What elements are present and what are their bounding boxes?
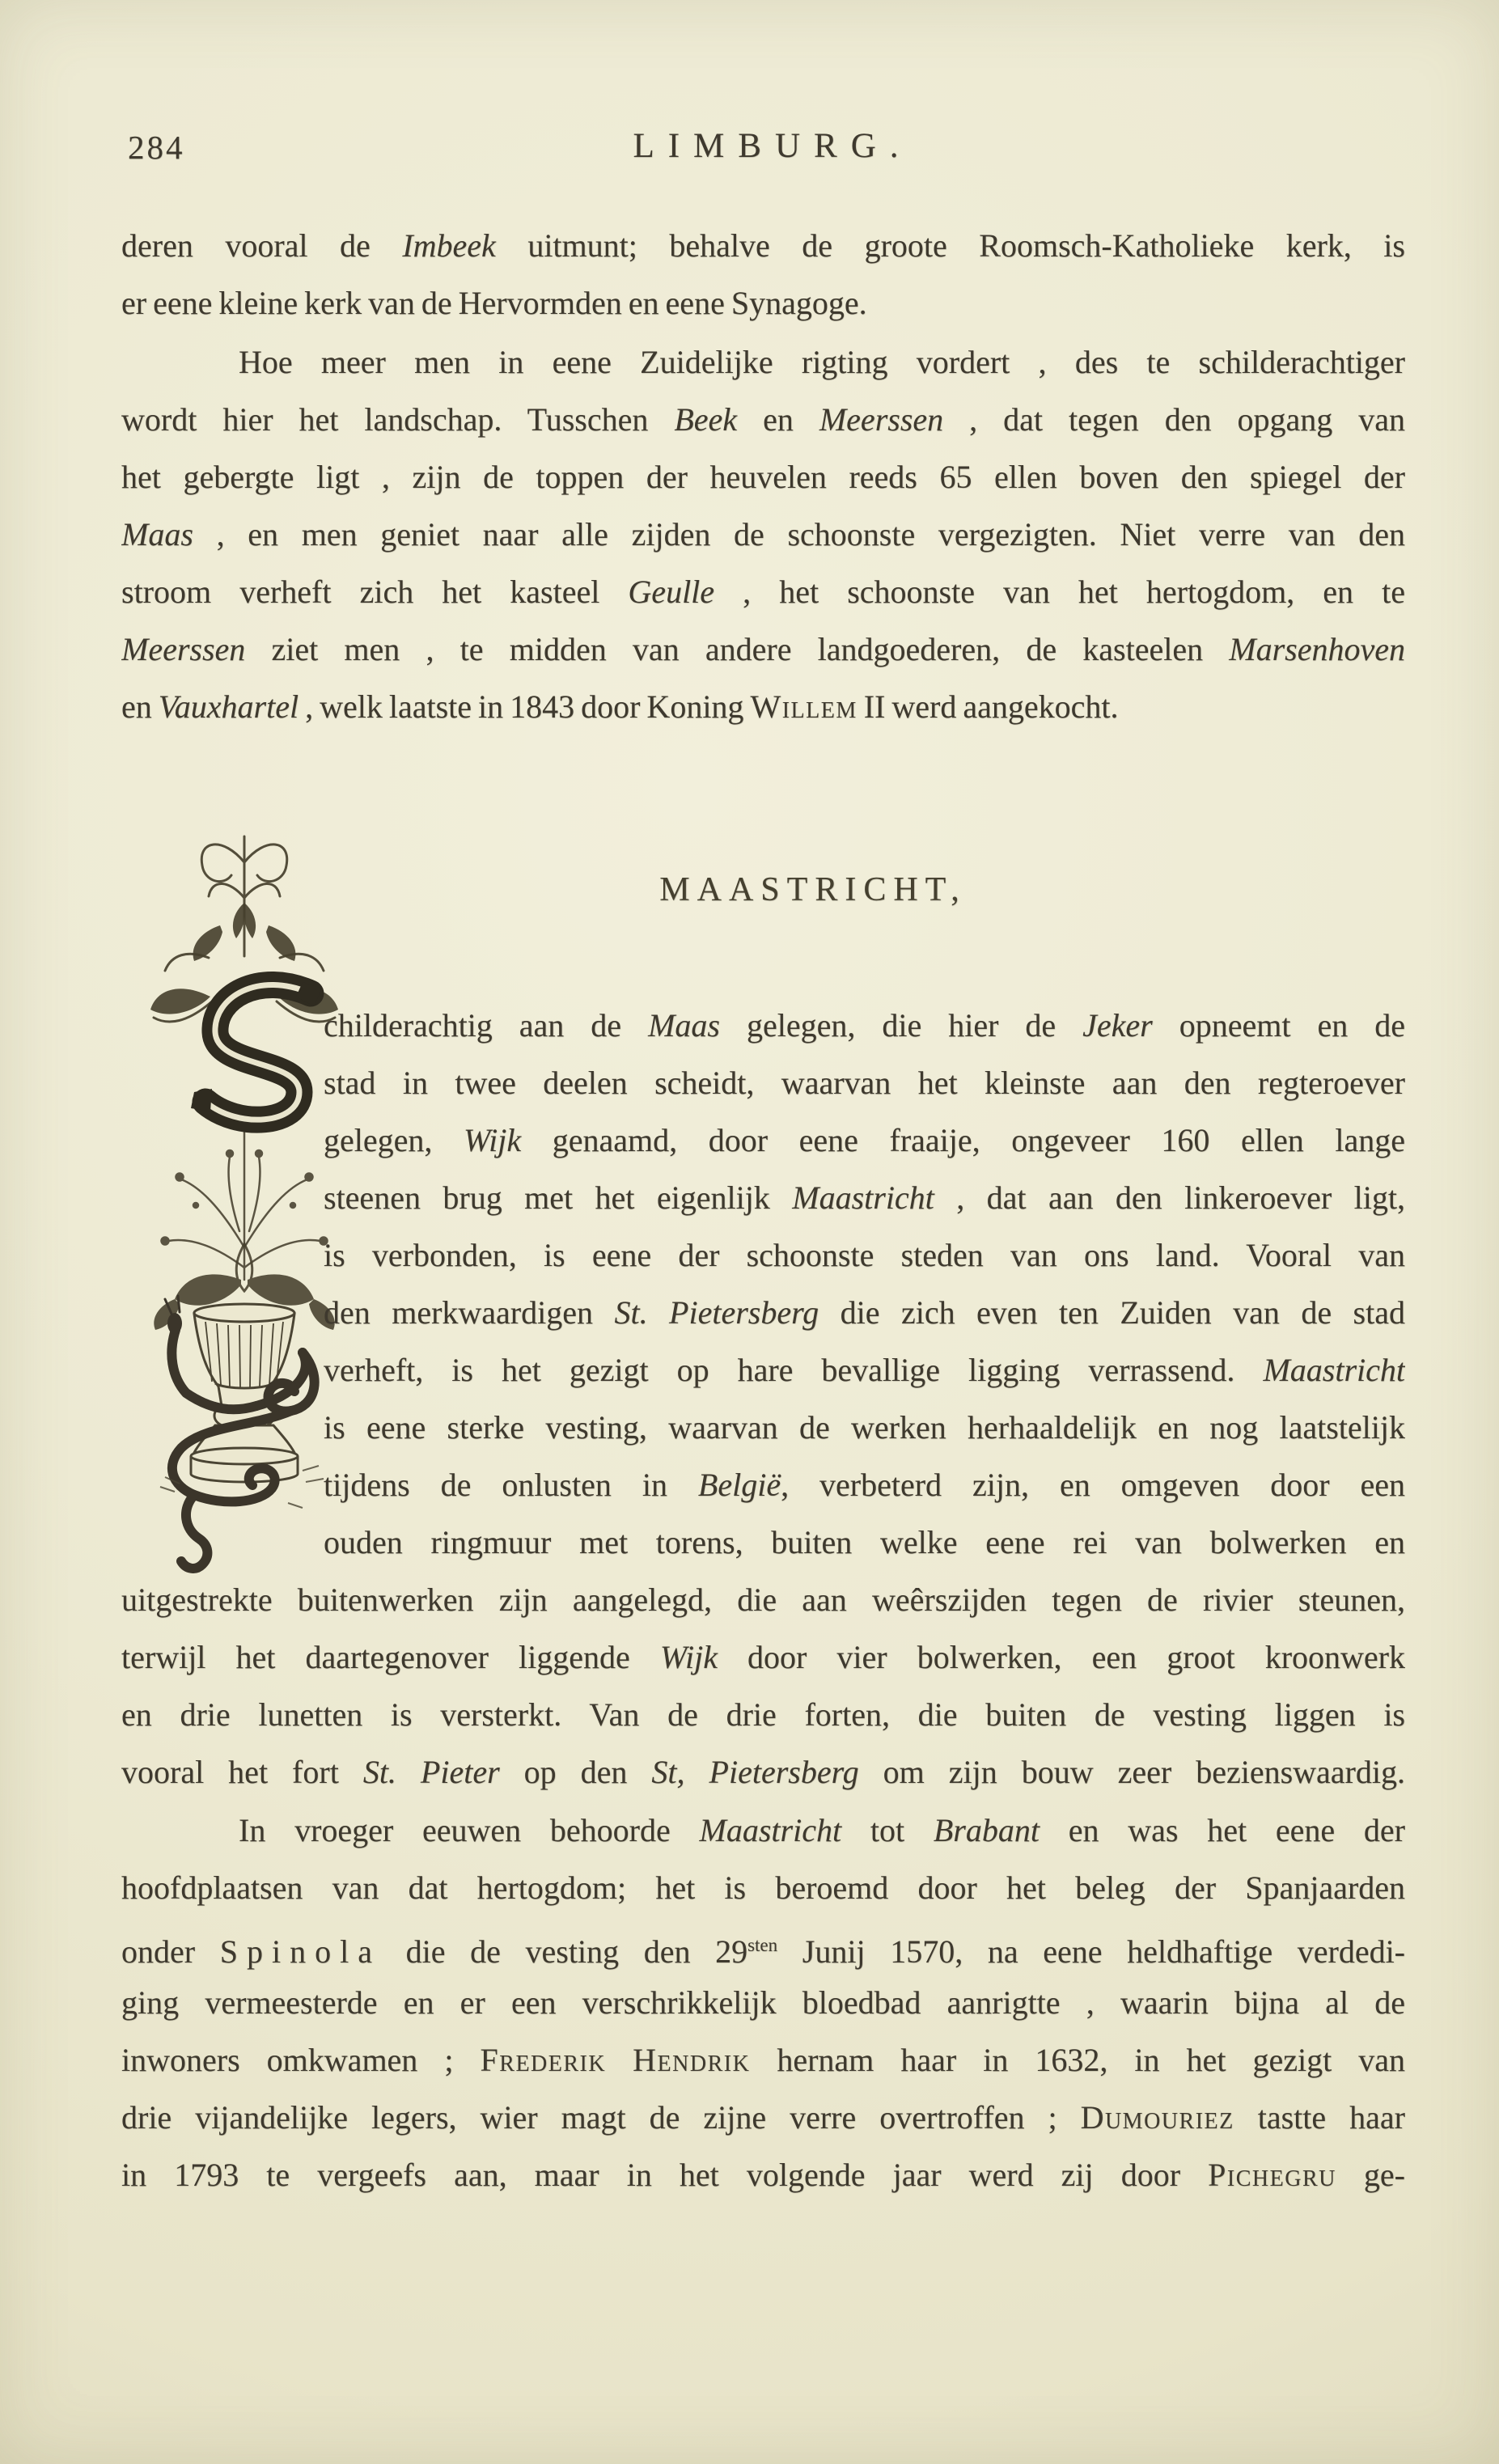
text-line: het gebergte ligt , zijn de toppen der heuvelen reeds 65 ellen boven den spiegel der (121, 459, 1405, 495)
text-line: childerachtig aan de Maas gelegen, die hier de Jeker opneemt en de (324, 1007, 1405, 1044)
text-line: deren vooral de Imbeek uitmunt; behalve de groote Roomsch-Katholieke kerk, is (121, 227, 1405, 264)
text-line: Hoe meer men in eene Zuidelijke rigting vordert , des te schilderachtiger (239, 344, 1405, 380)
paragraph-intro (121, 217, 1405, 332)
page-number: 284 (128, 129, 185, 166)
running-header: LIMBURG. (633, 127, 913, 165)
text-line: Maas , en men geniet naar alle zijden de schoonste vergezigten. Niet verre van den (121, 516, 1405, 552)
text-line: terwijl het daartegenover liggende Wijk door vier bolwerken, een groot kroonwerk (121, 1639, 1405, 1675)
text-line: steenen brug met het eigenlijk Maastricht , dat aan den linkeroever ligt, (324, 1179, 1405, 1216)
paragraph-landscape (121, 333, 1405, 735)
wrap-spacer (121, 997, 324, 1571)
text-line: In vroeger eeuwen behoorde Maastricht tot Brabant en was het eene der (239, 1812, 1405, 1848)
text-line: ouden ringmuur met torens, buiten welke eene rei van bolwerken en (324, 1524, 1405, 1560)
text-line: tijdens de onlusten in België, verbeterd zijn, en omgeven door een (324, 1467, 1405, 1503)
text-line: is verbonden, is eene der schoonste steden van ons land. Vooral van (324, 1237, 1405, 1273)
text-line: gelegen, Wijk genaamd, door eene fraaije, ongeveer 160 ellen lange (324, 1122, 1405, 1158)
text-line: Meerssen ziet men , te midden van andere landgoederen, de kasteelen Marsenhoven (121, 631, 1405, 667)
text-line: wordt hier het landschap. Tusschen Beek en Meerssen , dat tegen den opgang van (121, 401, 1405, 438)
paragraph-maastricht (121, 997, 1405, 1801)
section-heading-maastricht: MAASTRICHT, (659, 871, 967, 908)
text-line: is eene sterke vesting, waarvan de werken herhaaldelijk en nog laatstelijk (324, 1409, 1405, 1446)
text-line: hoofdplaatsen van dat hertogdom; het is beroemd door het beleg der Spanjaarden (121, 1869, 1405, 1906)
text-line: inwoners omkwamen ; Frederik Hendrik hernam haar in 1632, in het gezigt van (121, 2042, 1405, 2078)
text-line: en drie lunetten is versterkt. Van de drie forten, die buiten de vesting liggen is (121, 1696, 1405, 1733)
text-line: stad in twee deelen scheidt, waarvan het kleinste aan den regteroever (324, 1065, 1405, 1101)
text-line: stroom verheft zich het kasteel Geulle , het schoonste van het hertogdom, en te (121, 574, 1405, 610)
text-line: vooral het fort St. Pieter op den St, Pietersberg om zijn bouw zeer bezienswaardig. (121, 1754, 1405, 1790)
text-line: ging vermeesterde en er een verschrikkelijk bloedbad aanrigtte , waarin bijna al de (121, 1984, 1405, 2021)
text-line: onder Spinola die de vesting den $29^{sten}$ Junij 1570, na eene heldhaftige verdedi- (121, 1933, 1405, 1970)
text-line: in 1793 te vergeefs aan, maar in het volgende jaar werd zij door Pichegru ge- (121, 2157, 1405, 2193)
text-line: verheft, is het gezigt op hare bevallige ligging verrassend. Maastricht (324, 1352, 1405, 1388)
text-line: den merkwaardigen St. Pietersberg die zich even ten Zuiden van de stad (324, 1294, 1405, 1331)
text-line: en Vauxhartel , welk laatste in 1843 door Koning Willem II werd aangekocht. (121, 688, 1119, 725)
paragraph-history (121, 1801, 1405, 2204)
text-line: uitgestrekte buitenwerken zijn aangelegd, die aan weêrszijden tegen de rivier steunen, (121, 1581, 1405, 1618)
text-line: er eene kleine kerk van de Hervormden en eene Synagoge. (121, 285, 867, 321)
text-line: drie vijandelijke legers, wier magt de zijne verre overtroffen ; Dumouriez tastte haar (121, 2099, 1405, 2136)
